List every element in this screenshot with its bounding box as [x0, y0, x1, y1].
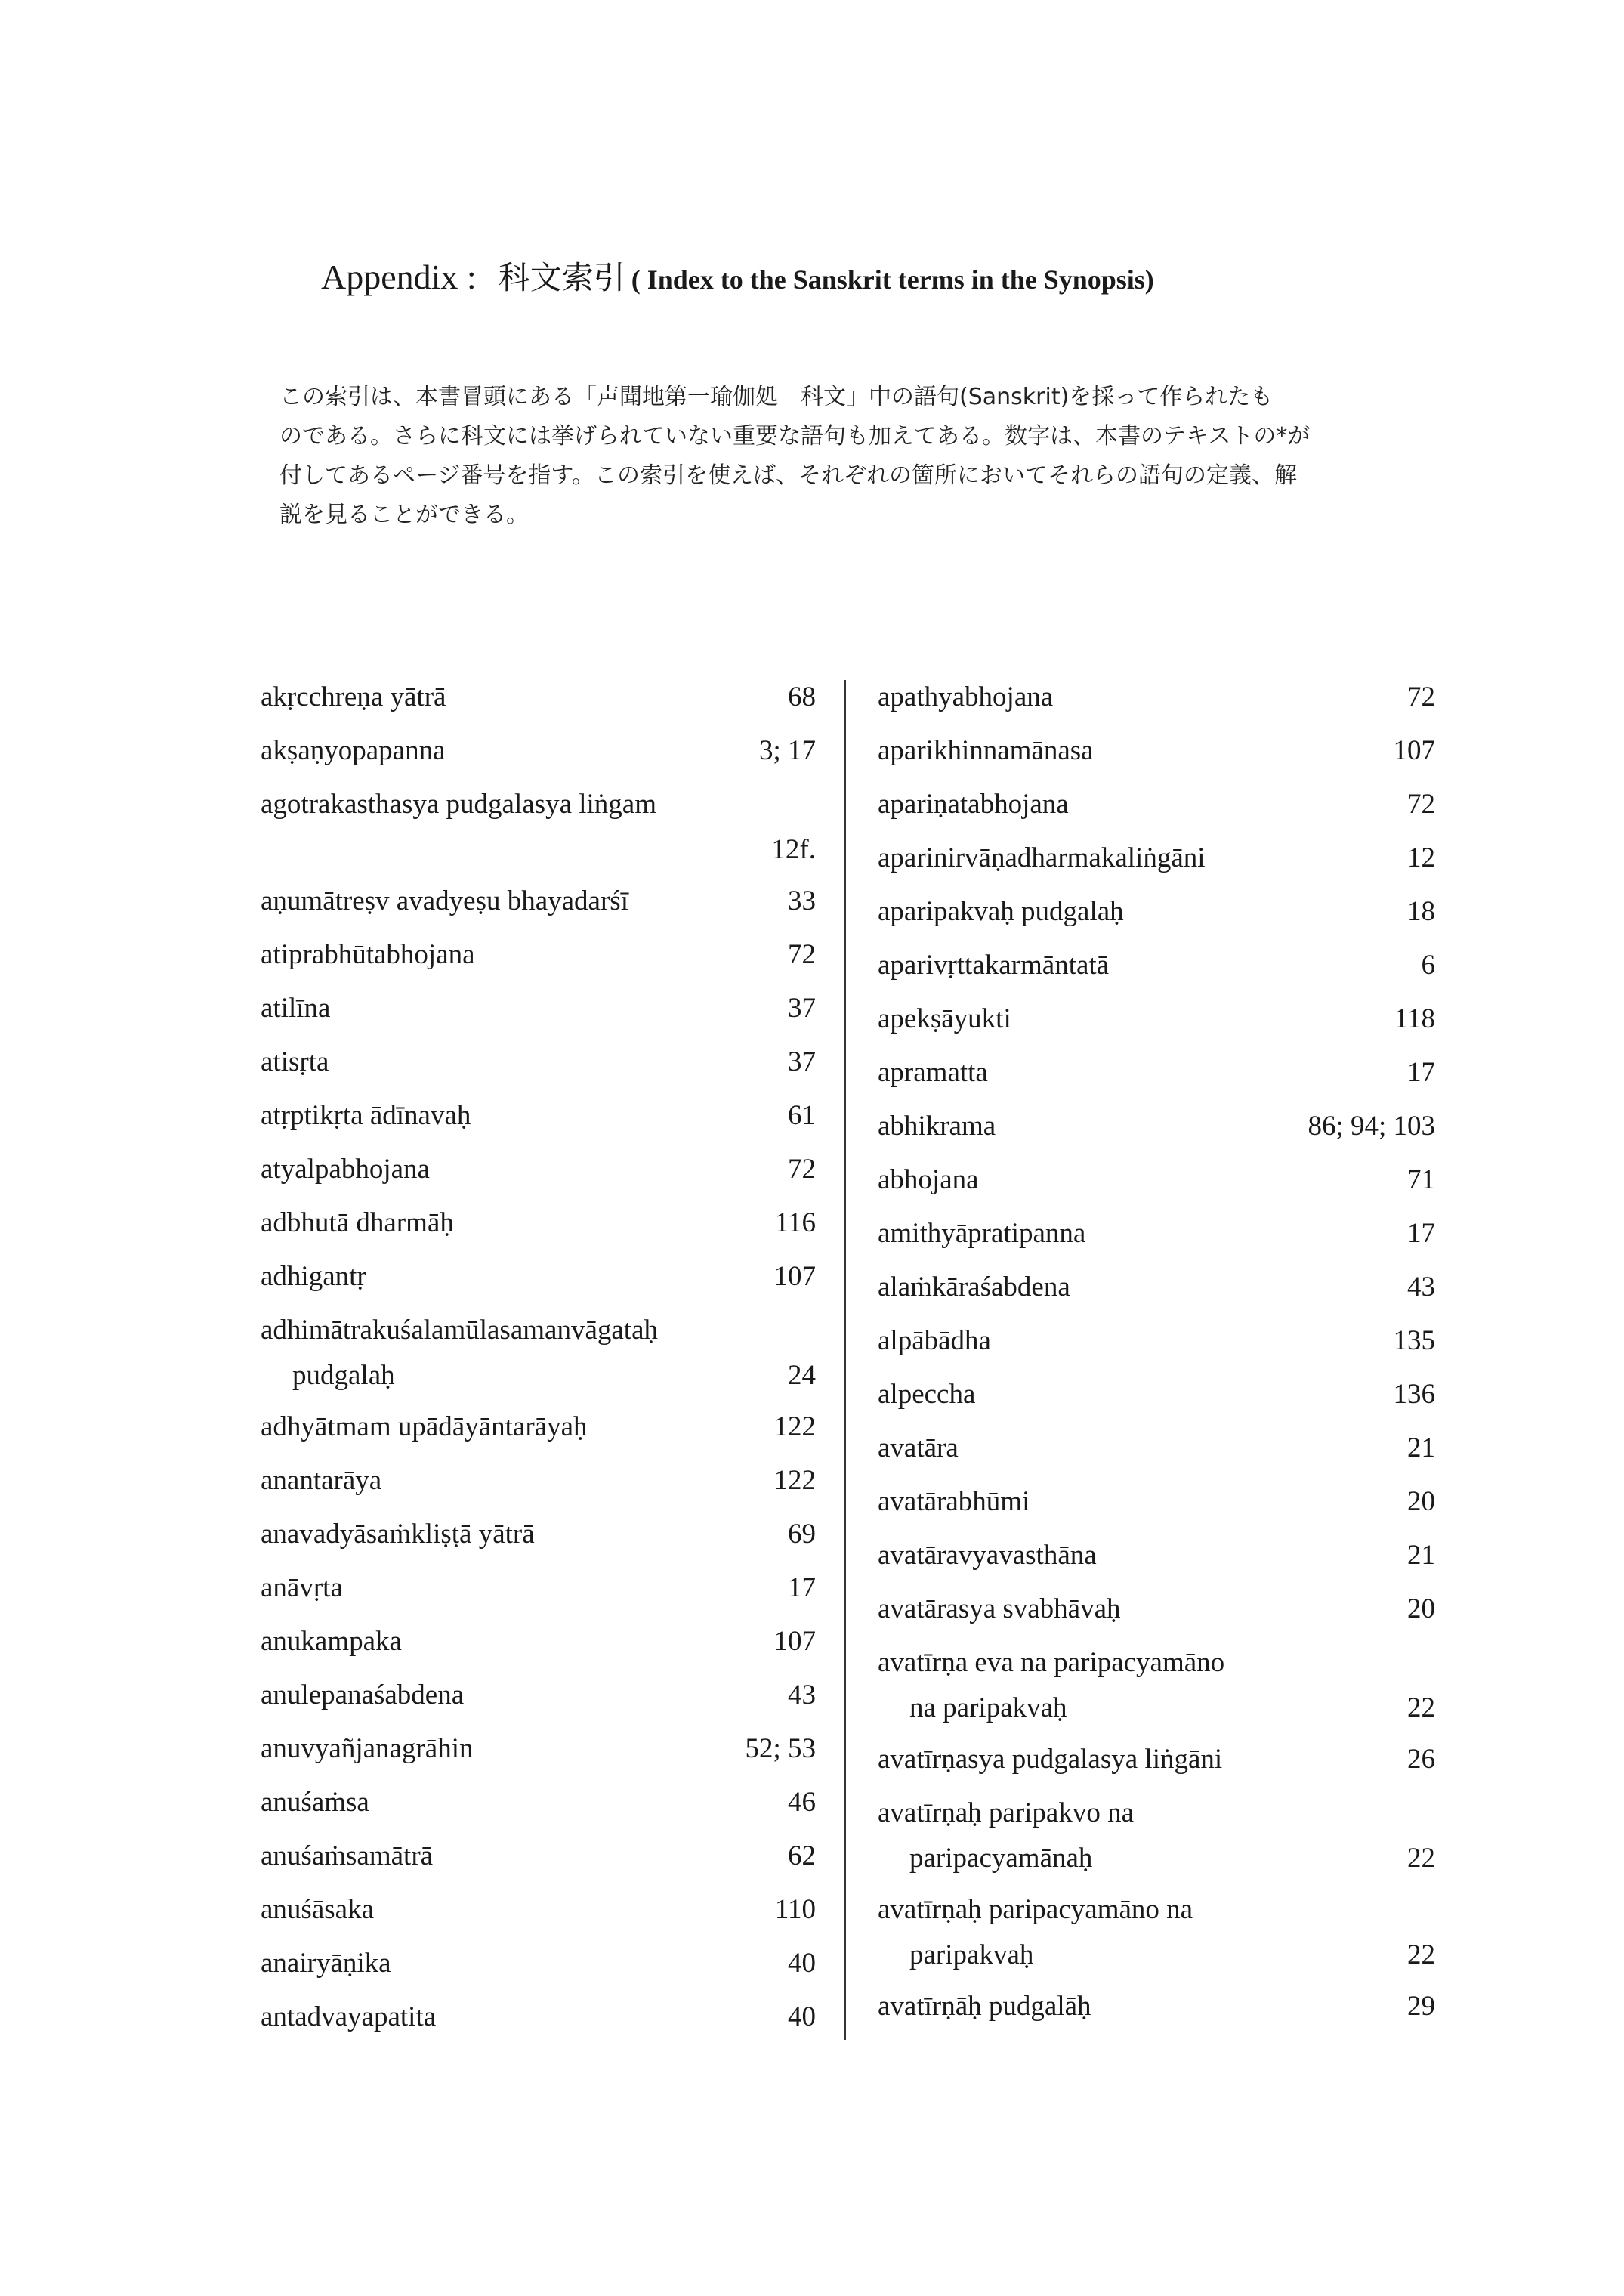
index-term: atilīna — [261, 993, 331, 1024]
index-entry — [878, 1791, 1435, 1887]
index-page-number: 46 — [788, 1787, 816, 1818]
index-term: avatāravyavasthāna — [878, 1540, 1097, 1571]
index-entry — [878, 997, 1435, 1050]
index-page-number: 20 — [1407, 1486, 1435, 1517]
index-entry — [878, 1479, 1435, 1533]
index-entry — [878, 836, 1435, 889]
index-page-number: 118 — [1394, 1003, 1435, 1034]
index-term: anuśaṁsa — [261, 1787, 369, 1818]
index-page-number: 135 — [1393, 1325, 1435, 1356]
index-term: akṛcchreṇa yātrā — [261, 681, 446, 712]
index-entry — [261, 1512, 816, 1565]
index-term: adbhutā dharmāḥ — [261, 1207, 454, 1238]
index-term: abhikrama — [878, 1111, 996, 1142]
index-page-number: 37 — [788, 993, 816, 1024]
index-term: anukampaka — [261, 1626, 402, 1657]
index-term: apathyabhojana — [878, 681, 1054, 712]
index-term: avatīrṇasya pudgalasya liṅgāni — [878, 1744, 1223, 1775]
index-term: apramatta — [878, 1057, 988, 1088]
index-page-number: 40 — [788, 2001, 816, 2032]
index-term: adhimātrakuśalamūlasamanvāgataḥ — [261, 1315, 659, 1346]
index-page-number: 107 — [773, 1626, 816, 1657]
index-term: aparipakvaḥ pudgalaḥ — [878, 896, 1124, 927]
index-entry — [878, 889, 1435, 943]
index-page-number: 29 — [1407, 1991, 1435, 2022]
intro-line: のである。さらに科文には挙げられていない重要な語句も加えてある。数字は、本書のテキストの*が — [279, 423, 1311, 450]
index-term-continuation: paripakvaḥ — [909, 1939, 1034, 1970]
index-entry — [878, 1587, 1435, 1640]
title-japanese: 科文索引 — [498, 259, 625, 296]
index-term: anairyāṇika — [261, 1948, 391, 1979]
index-page-number: 52; 53 — [745, 1733, 816, 1764]
index-column-left — [261, 675, 816, 2048]
intro-line: 付してあるページ番号を指す。この索引を使えば、それぞれの箇所においてそれらの語句の定義、解 — [279, 462, 1297, 489]
index-term: apekṣāyukti — [878, 1003, 1011, 1034]
intro-paragraph — [279, 378, 1428, 535]
index-term: anulepanaśabdena — [261, 1680, 465, 1710]
index-page-number: 43 — [788, 1680, 816, 1710]
index-page-number: 122 — [773, 1411, 816, 1442]
index-page-number: 12 — [1407, 842, 1435, 873]
index-entry — [261, 1673, 816, 1726]
index-page-number: 62 — [788, 1840, 816, 1871]
index-page-number: 71 — [1407, 1164, 1435, 1195]
index-entry — [261, 1147, 816, 1201]
index-entry — [261, 1458, 816, 1512]
index-entry — [878, 1887, 1435, 1984]
title-subtitle: ( Index to the Sanskrit terms in the Synopsis) — [631, 264, 1154, 295]
index-entry — [878, 1104, 1435, 1157]
index-entry — [878, 1157, 1435, 1211]
index-term: avatīrṇaḥ paripacyamāno na — [878, 1894, 1193, 1925]
index-entry — [261, 675, 816, 728]
index-term-continuation: pudgalaḥ — [292, 1360, 395, 1391]
index-entry — [261, 879, 816, 932]
index-page-number: 33 — [788, 885, 816, 916]
index-entry — [878, 675, 1435, 728]
index-term: alpeccha — [878, 1379, 976, 1410]
index-entry — [878, 1426, 1435, 1479]
index-term: aparinirvāṇadharmakaliṅgāni — [878, 842, 1206, 873]
index-page-number: 72 — [788, 1154, 816, 1185]
index-entry — [878, 1984, 1435, 2038]
index-page-number: 136 — [1393, 1379, 1435, 1410]
index-term: avatārabhūmi — [878, 1486, 1030, 1517]
column-divider — [844, 680, 846, 2040]
index-page-number: 43 — [1407, 1272, 1435, 1303]
index-page-number: 86; 94; 103 — [1308, 1111, 1435, 1142]
index-entry — [878, 782, 1435, 836]
index-term: avatāra — [878, 1432, 959, 1463]
index-page-number: 72 — [1407, 789, 1435, 820]
index-term: apariṇatabhojana — [878, 789, 1069, 820]
index-entry — [261, 1404, 816, 1458]
index-entry — [261, 728, 816, 782]
index-page-number: 22 — [1407, 1843, 1435, 1874]
index-entry — [261, 1308, 816, 1404]
page-title — [321, 253, 1530, 298]
index-page-number: 24 — [788, 1360, 816, 1391]
index-entry — [261, 1941, 816, 1995]
index-entry — [261, 1834, 816, 1887]
index-entry — [261, 782, 816, 879]
index-entry — [878, 1533, 1435, 1587]
index-page-number: 116 — [774, 1207, 816, 1238]
index-entry — [261, 932, 816, 986]
index-entry — [261, 1619, 816, 1673]
index-entry — [878, 943, 1435, 997]
index-term: avatīrṇaḥ paripakvo na — [878, 1797, 1135, 1828]
index-page-number: 17 — [1407, 1057, 1435, 1088]
index-page-number: 22 — [1407, 1692, 1435, 1723]
intro-line: この索引は、本書冒頭にある「声聞地第一瑜伽処 科文」中の語句(Sanskrit)を採って作られたも — [279, 384, 1274, 410]
index-page-number: 37 — [788, 1046, 816, 1077]
intro-line: 説を見ることができる。 — [279, 502, 529, 528]
index-entry — [878, 1211, 1435, 1265]
index-page-number: 72 — [1407, 681, 1435, 712]
index-entry — [878, 1318, 1435, 1372]
index-entry — [261, 1254, 816, 1308]
index-page-number: 17 — [788, 1572, 816, 1603]
index-term: anantarāya — [261, 1465, 382, 1496]
title-main: Appendix : — [321, 258, 477, 296]
index-term: amithyāpratipanna — [878, 1218, 1086, 1249]
index-page-number: 26 — [1407, 1744, 1435, 1775]
index-term: atiprabhūtabhojana — [261, 939, 475, 970]
index-term: anavadyāsaṁkliṣṭā yātrā — [261, 1519, 535, 1550]
index-page-number: 3; 17 — [758, 735, 816, 766]
index-entry — [878, 1372, 1435, 1426]
index-entry — [878, 1265, 1435, 1318]
index-page-number: 20 — [1407, 1593, 1435, 1624]
index-entry — [878, 728, 1435, 782]
index-entry — [261, 1565, 816, 1619]
index-page-number: 69 — [788, 1519, 816, 1550]
index-column-right — [878, 675, 1435, 2038]
index-page-number: 40 — [788, 1948, 816, 1979]
index-term: aparivṛttakarmāntatā — [878, 950, 1110, 981]
index-page-number: 22 — [1407, 1939, 1435, 1970]
index-entry — [261, 1093, 816, 1147]
index-term: avatārasya svabhāvaḥ — [878, 1593, 1121, 1624]
index-page-number: 18 — [1407, 896, 1435, 927]
index-entry — [878, 1640, 1435, 1737]
index-term: aparikhinnamānasa — [878, 735, 1094, 766]
index-entry — [878, 1737, 1435, 1791]
index-term: anuvyañjanagrāhin — [261, 1733, 474, 1764]
index-term: adhyātmam upādāyāntarāyaḥ — [261, 1411, 588, 1442]
index-page-number: 17 — [1407, 1218, 1435, 1249]
index-page-number: 68 — [788, 681, 816, 712]
index-term: avatīrṇāḥ pudgalāḥ — [878, 1991, 1091, 2022]
index-term: adhigantṛ — [261, 1261, 366, 1292]
index-page-number: 107 — [773, 1261, 816, 1292]
index-term-continuation: paripacyamānaḥ — [909, 1843, 1093, 1874]
index-term: avatīrṇa eva na paripacyamāno — [878, 1647, 1225, 1678]
index-page-number: 122 — [773, 1465, 816, 1496]
index-term: anāvṛta — [261, 1572, 343, 1603]
index-term: atṛptikṛta ādīnavaḥ — [261, 1100, 471, 1131]
index-page-number: 21 — [1407, 1432, 1435, 1463]
index-term: anuśāsaka — [261, 1894, 374, 1925]
index-term: antadvayapatita — [261, 2001, 437, 2032]
index-term: atisṛta — [261, 1046, 329, 1077]
index-entry — [261, 1780, 816, 1834]
index-term: atyalpabhojana — [261, 1154, 430, 1185]
index-page-number: 107 — [1393, 735, 1435, 766]
index-term: abhojana — [878, 1164, 979, 1195]
index-entry — [261, 1995, 816, 2048]
index-entry — [261, 1887, 816, 1941]
index-term: alaṁkāraśabdena — [878, 1272, 1070, 1303]
index-term-continuation: na paripakvaḥ — [909, 1692, 1067, 1723]
index-entry — [261, 1726, 816, 1780]
index-page-number: 72 — [788, 939, 816, 970]
index-page-number: 110 — [774, 1894, 816, 1925]
index-term: akṣaṇyopapanna — [261, 735, 446, 766]
index-entry — [878, 1050, 1435, 1104]
index-entry — [261, 1040, 816, 1093]
index-page-number: 12f. — [771, 834, 816, 865]
index-term: anuśaṁsamātrā — [261, 1840, 434, 1871]
index-page-number: 6 — [1421, 950, 1435, 981]
index-entry — [261, 1201, 816, 1254]
index-term: alpābādha — [878, 1325, 991, 1356]
index-page-number: 21 — [1407, 1540, 1435, 1571]
index-term: agotrakasthasya pudgalasya liṅgam — [261, 789, 656, 820]
index-term: aṇumātreṣv avadyeṣu bhayadarśī — [261, 885, 628, 916]
index-page-number: 61 — [788, 1100, 816, 1131]
index-entry — [261, 986, 816, 1040]
